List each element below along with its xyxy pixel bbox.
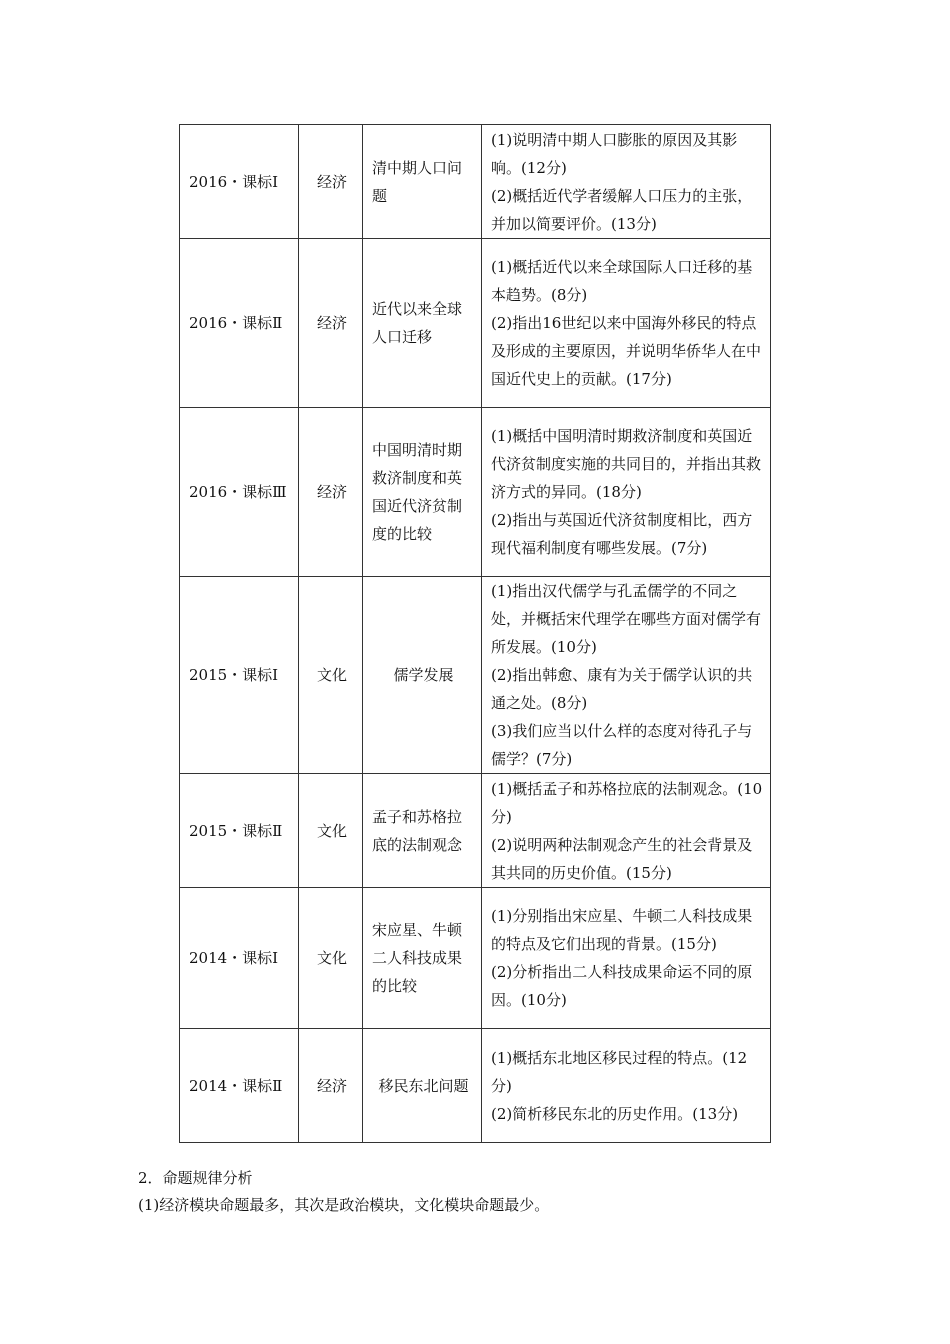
topic-cell: 孟子和苏格拉底的法制观念 (363, 774, 482, 888)
section-paragraph: (1)经济模块命题最多，其次是政治模块，文化模块命题最少。 (138, 1196, 550, 1214)
requirements-cell (482, 408, 771, 577)
table-row (180, 408, 771, 577)
topic-cell: 宋应星、牛顿二人科技成果的比较 (363, 888, 482, 1029)
requirement-item: (3)我们应当以什么样的态度对待孔子与儒学？(7分) (491, 722, 753, 768)
year-cell: 2016・课标Ⅲ (180, 408, 299, 577)
table-row (180, 239, 771, 408)
requirements-cell (482, 774, 771, 888)
year-cell: 2016・课标Ⅱ (180, 239, 299, 408)
requirement-item: (1)说明清中期人口膨胀的原因及其影响。(12分) (491, 130, 738, 177)
requirement-item: (2)说明两种法制观念产生的社会背景及其共同的历史价值。(15分) (491, 835, 753, 882)
module-cell: 文化 (299, 774, 363, 888)
topic-cell: 中国明清时期救济制度和英国近代济贫制度的比较 (363, 408, 482, 577)
module-cell: 文化 (299, 577, 363, 774)
table-row (180, 774, 771, 888)
requirements-cell (482, 1029, 771, 1143)
module-cell: 经济 (299, 1029, 363, 1143)
requirement-item: (1)指出汉代儒学与孔孟儒学的不同之处，并概括宋代理学在哪些方面对儒学有所发展。(10分) (491, 582, 762, 656)
requirement-item: (2)简析移民东北的历史作用。(13分) (491, 1104, 739, 1123)
module-cell: 经济 (299, 239, 363, 408)
requirements-cell (482, 888, 771, 1029)
requirement-item: (1)概括近代以来全球国际人口迁移的基本趋势。(8分) (491, 258, 753, 304)
module-cell: 经济 (299, 125, 363, 239)
table-row (180, 1029, 771, 1143)
requirement-item: (2)概括近代学者缓解人口压力的主张，并加以简要评价。(13分) (491, 186, 753, 233)
year-cell: 2016・课标Ⅰ (180, 125, 299, 239)
table-row (180, 125, 771, 239)
requirement-item: (2)指出16世纪以来中国海外移民的特点及形成的主要原因，并说明华侨华人在中国近代史上的贡献。(17分) (491, 314, 762, 388)
module-cell: 文化 (299, 888, 363, 1029)
requirement-item: (1)概括东北地区移民过程的特点。(12分) (491, 1048, 748, 1095)
requirement-item: (1)分别指出宋应星、牛顿二人科技成果的特点及它们出现的背景。(15分) (491, 907, 753, 953)
year-cell: 2014・课标Ⅰ (180, 888, 299, 1029)
table-row (180, 888, 771, 1029)
year-cell: 2015・课标Ⅱ (180, 774, 299, 888)
exam-question-table (179, 124, 771, 1143)
year-cell: 2015・课标Ⅰ (180, 577, 299, 774)
topic-cell: 清中期人口问题 (363, 125, 482, 239)
requirement-item: (2)分析指出二人科技成果命运不同的原因。(10分) (491, 963, 753, 1009)
topic-cell: 近代以来全球人口迁移 (363, 239, 482, 408)
module-cell: 经济 (299, 408, 363, 577)
requirements-cell (482, 577, 771, 774)
requirement-item: (1)概括孟子和苏格拉底的法制观念。(10分) (491, 779, 763, 826)
year-cell: 2014・课标Ⅱ (180, 1029, 299, 1143)
requirements-cell (482, 125, 771, 239)
topic-cell: 儒学发展 (363, 577, 482, 774)
topic-cell: 移民东北问题 (363, 1029, 482, 1143)
requirements-cell (482, 239, 771, 408)
requirement-item: (2)指出与英国近代济贫制度相比，西方现代福利制度有哪些发展。(7分) (491, 511, 753, 557)
requirement-item: (2)指出韩愈、康有为关于儒学认识的共通之处。(8分) (491, 666, 753, 712)
section-heading: 2．命题规律分析 (138, 1169, 253, 1187)
table-row (180, 577, 771, 774)
requirement-item: (1)概括中国明清时期救济制度和英国近代济贫制度实施的共同目的，并指出其救济方式的异同。(18分) (491, 427, 762, 501)
